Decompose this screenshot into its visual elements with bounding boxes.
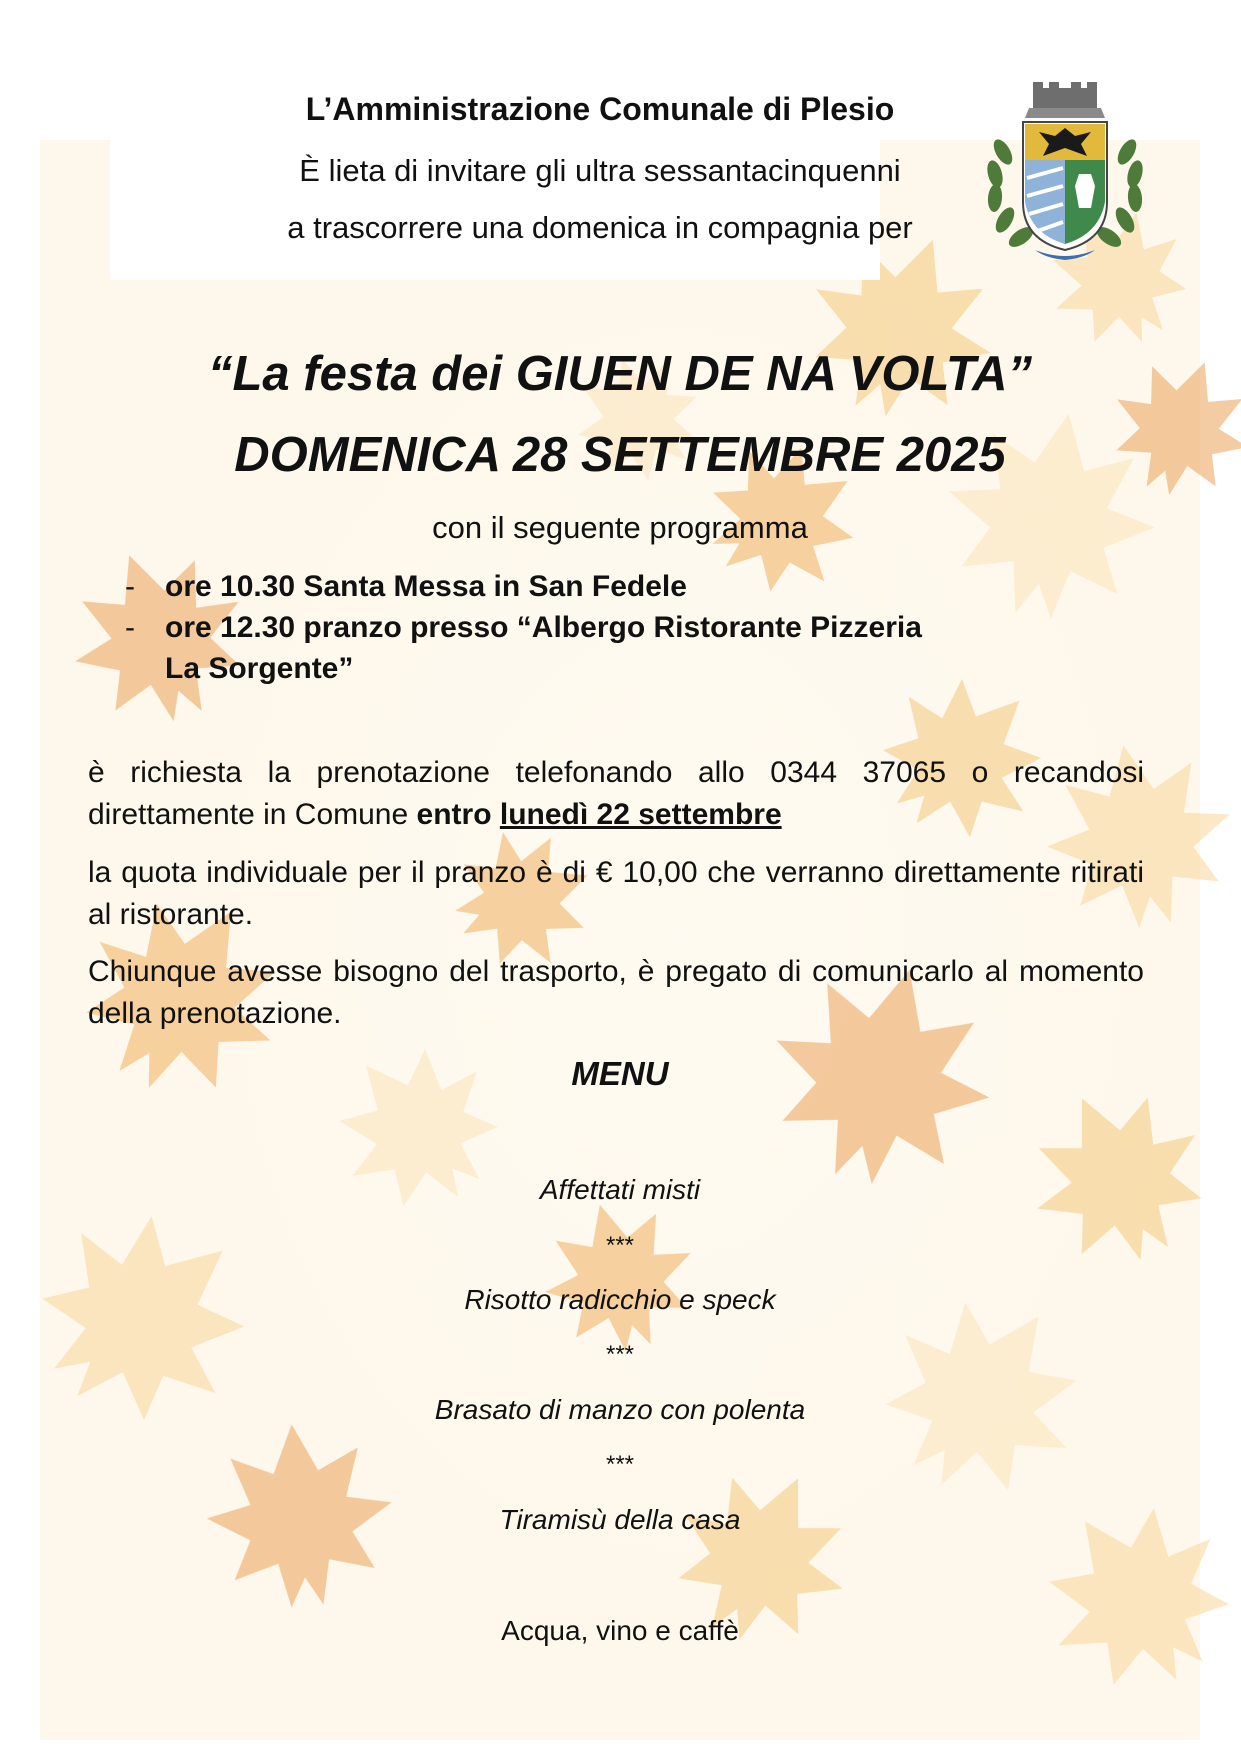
header-purpose-line: a trascorrere una domenica in compagnia per	[287, 210, 913, 245]
coat-of-arms-icon	[975, 82, 1155, 264]
program-item-text: ore 10.30 Santa Messa in San Fedele	[165, 570, 687, 603]
transport-info: Chiunque avesse bisogno del trasporto, è pregato di comunicarlo al momento della prenotazione.	[88, 955, 1144, 1030]
list-dash: -	[125, 570, 135, 603]
program-intro: con il seguente programma	[432, 510, 808, 545]
booking-deadline-date: lunedì 22 settembre	[499, 798, 782, 831]
menu-title: MENU	[571, 1055, 669, 1092]
menu-dish: Affettati misti	[539, 1174, 701, 1205]
menu-dish: Brasato di manzo con polenta	[434, 1394, 806, 1425]
list-dash: -	[125, 611, 135, 644]
event-date: DOMENICA 28 SETTEMBRE 2025	[234, 428, 1006, 482]
menu-drinks: Acqua, vino e caffè	[501, 1615, 739, 1646]
menu-separator: ***	[605, 1451, 635, 1478]
menu-separator: ***	[605, 1341, 635, 1368]
menu-separator: ***	[605, 1232, 635, 1259]
program-item	[125, 607, 1045, 689]
program-list	[125, 566, 1045, 689]
header-organizer: L’Amministrazione Comunale di Plesio	[305, 91, 895, 127]
program-item	[125, 566, 1045, 607]
event-title: “La festa dei GIUEN DE NA VOLTA”	[207, 347, 1033, 401]
booking-info	[88, 752, 1144, 836]
program-item-text: ore 12.30 pranzo presso “Albergo Ristorante Pizzeria	[165, 611, 922, 644]
program-item-text-continued: La Sorgente”	[165, 652, 354, 685]
menu-dish: Risotto radicchio e speck	[464, 1284, 776, 1315]
booking-text: è richiesta la prenotazione telefonando allo 0344 37065 o recandosi direttamente in Comune	[88, 756, 1144, 831]
price-info: la quota individuale per il pranzo è di € 10,00 che verranno direttamente ritirati al ristorante.	[88, 856, 1144, 931]
header-invite-line: È lieta di invitare gli ultra sessantacinquenni	[299, 153, 901, 188]
menu-dish: Tiramisù della casa	[499, 1504, 741, 1535]
booking-deadline-prefix: entro	[416, 798, 492, 831]
